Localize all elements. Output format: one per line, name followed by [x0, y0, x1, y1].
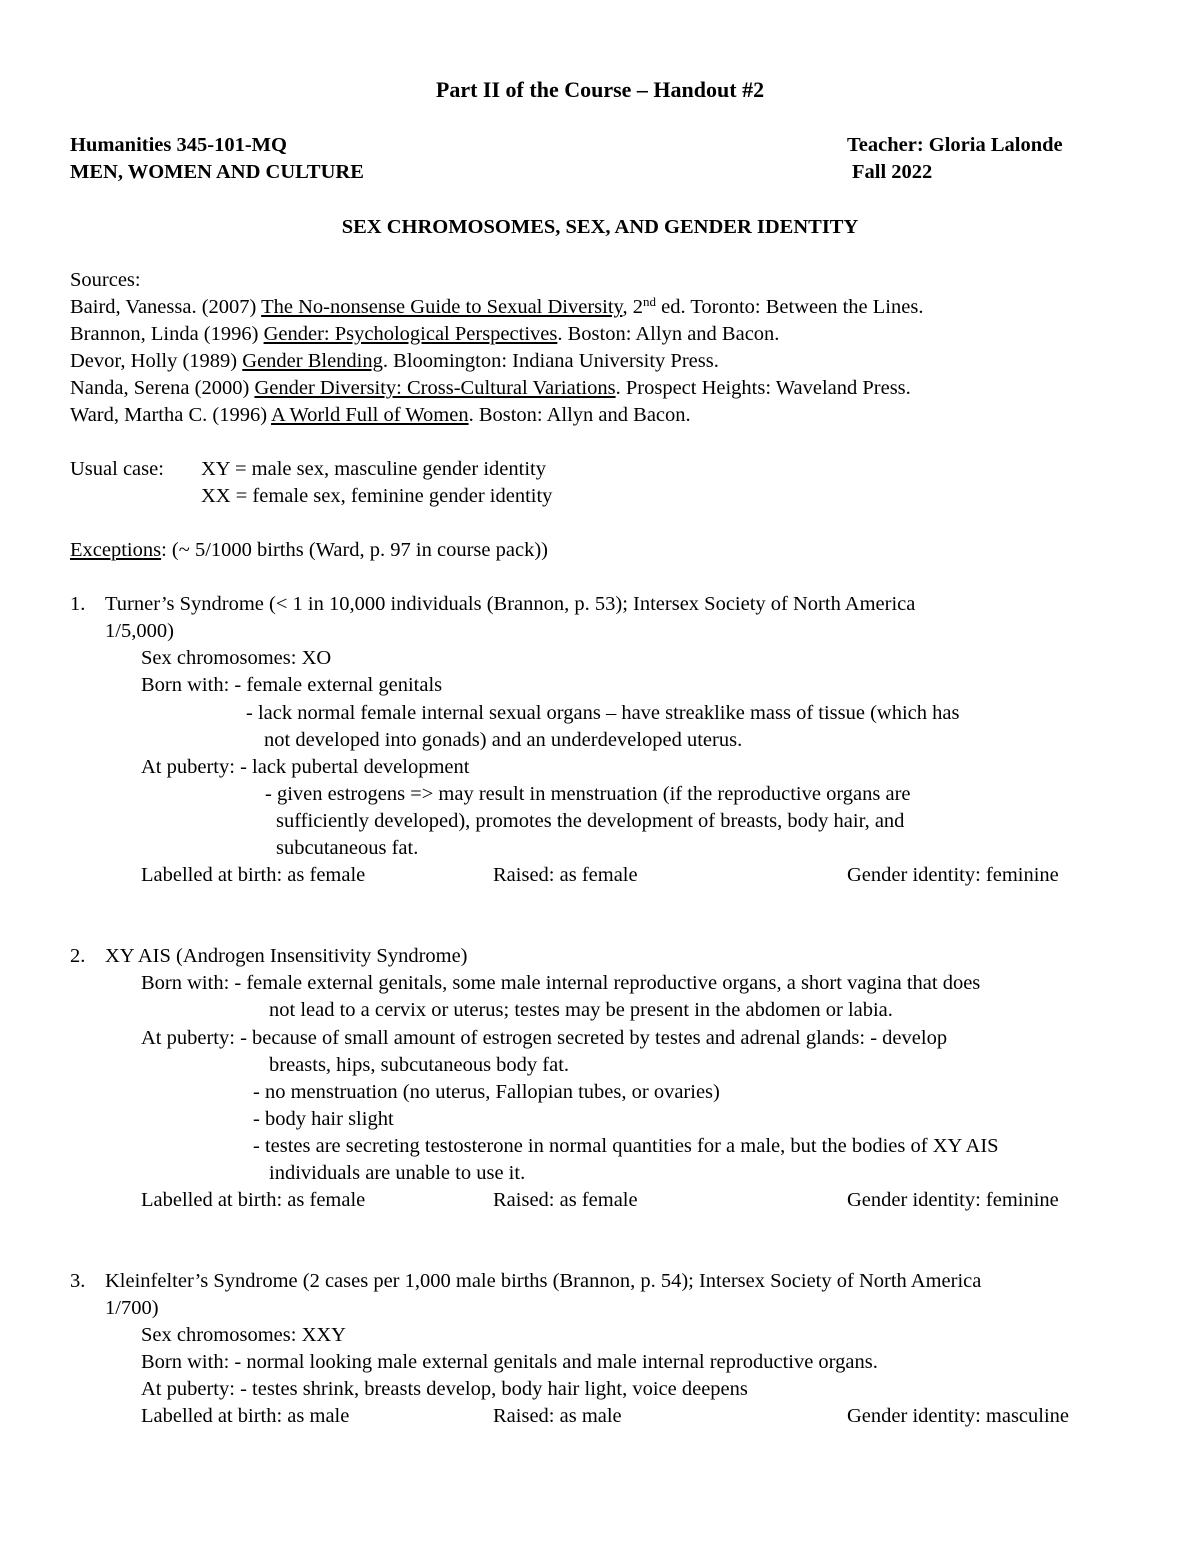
item-title: Turner’s Syndrome (< 1 in 10,000 individuals (Brannon, p. 53); Intersex Society of North America: [105, 593, 916, 615]
gender-identity: Gender identity: feminine: [847, 864, 1059, 886]
item-number: 3.: [70, 1270, 86, 1292]
born-with-detail: - lack normal female internal sexual organs – have streaklike mass of tissue (which has: [246, 702, 960, 724]
document-title: SEX CHROMOSOMES, SEX, AND GENDER IDENTITY: [341, 216, 859, 238]
born-with-detail: not lead to a cervix or uterus; testes may be present in the abdomen or labia.: [269, 999, 893, 1021]
source-detail: , 2: [622, 296, 643, 318]
source-author: Brannon, Linda (1996): [70, 323, 264, 345]
source-title: Gender Diversity: Cross-Cultural Variations: [254, 377, 616, 399]
source-author: Devor, Holly (1989): [70, 350, 243, 372]
labelled-at-birth: Labelled at birth: as female: [141, 1189, 366, 1211]
born-with-detail: not developed into gonads) and an underdeveloped uterus.: [264, 729, 743, 751]
puberty-detail: individuals are unable to use it.: [269, 1162, 526, 1184]
item-title: Kleinfelter’s Syndrome (2 cases per 1,000 male births (Brannon, p. 54); Intersex Society of North America: [105, 1270, 982, 1292]
source-entry: [70, 324, 779, 345]
raised-as: Raised: as female: [493, 1189, 638, 1211]
usual-case-label: Usual case:: [70, 458, 164, 480]
labelled-at-birth: Labelled at birth: as male: [141, 1405, 350, 1427]
term: Fall 2022: [852, 161, 933, 183]
puberty-detail: - no menstruation (no uterus, Fallopian tubes, or ovaries): [253, 1081, 720, 1103]
source-detail: . Bloomington: Indiana University Press.: [382, 350, 719, 372]
exceptions-text: : (~ 5/1000 births (Ward, p. 97 in course pack)): [161, 539, 548, 561]
item-title: XY AIS (Androgen Insensitivity Syndrome): [105, 945, 468, 967]
source-entry: [70, 378, 911, 399]
usual-case-xy: XY = male sex, masculine gender identity: [201, 458, 546, 480]
source-entry: [70, 351, 719, 372]
part-title: Part II of the Course – Handout #2: [435, 77, 765, 102]
item-number: 2.: [70, 945, 86, 967]
source-author: Baird, Vanessa. (2007): [70, 296, 262, 318]
source-superscript: nd: [642, 294, 656, 309]
item-title-continued: 1/700): [105, 1297, 159, 1319]
puberty-detail: - testes are secreting testosterone in normal quantities for a male, but the bodies of XY AIS: [253, 1135, 999, 1157]
raised-as: Raised: as female: [493, 864, 638, 886]
source-detail: ed. Toronto: Between the Lines.: [655, 296, 924, 318]
born-with: Born with: - female external genitals: [141, 674, 443, 696]
source-entry: [70, 405, 691, 426]
puberty-detail: breasts, hips, subcutaneous body fat.: [269, 1054, 570, 1076]
exceptions-label: Exceptions: [70, 539, 162, 561]
puberty-detail: - given estrogens => may result in menstruation (if the reproductive organs are: [265, 783, 911, 805]
at-puberty: At puberty: - testes shrink, breasts develop, body hair light, voice deepens: [141, 1378, 748, 1400]
item-title-continued: 1/5,000): [105, 620, 174, 642]
source-title: Gender: Psychological Perspectives: [263, 323, 558, 345]
source-title: The No-nonsense Guide to Sexual Diversity: [261, 296, 623, 318]
puberty-detail: subcutaneous fat.: [276, 837, 419, 859]
raised-as: Raised: as male: [493, 1405, 622, 1427]
at-puberty: At puberty: - lack pubertal development: [141, 756, 470, 778]
source-detail: . Prospect Heights: Waveland Press.: [615, 377, 911, 399]
labelled-at-birth: Labelled at birth: as female: [141, 864, 366, 886]
born-with: Born with: - female external genitals, some male internal reproductive organs, a short vagina that does: [141, 972, 981, 994]
gender-identity: Gender identity: masculine: [847, 1405, 1070, 1427]
course-name: MEN, WOMEN AND CULTURE: [70, 161, 364, 183]
gender-identity: Gender identity: feminine: [847, 1189, 1059, 1211]
item-number: 1.: [70, 593, 86, 615]
exceptions-line: [70, 540, 548, 561]
puberty-detail: - body hair slight: [253, 1108, 394, 1130]
sex-chromosomes: Sex chromosomes: XXY: [141, 1324, 346, 1346]
born-with: Born with: - normal looking male external genitals and male internal reproductive organs.: [141, 1351, 878, 1373]
source-detail: . Boston: Allyn and Bacon.: [468, 404, 691, 426]
source-title: Gender Blending: [242, 350, 383, 372]
usual-case-xx: XX = female sex, feminine gender identity: [201, 485, 553, 507]
source-author: Ward, Martha C. (1996): [70, 404, 272, 426]
sources-label: Sources:: [70, 269, 141, 291]
source-author: Nanda, Serena (2000): [70, 377, 255, 399]
teacher-name: Teacher: Gloria Lalonde: [847, 134, 1063, 156]
course-code: Humanities 345-101-MQ: [70, 134, 287, 156]
sex-chromosomes: Sex chromosomes: XO: [141, 647, 332, 669]
puberty-detail: sufficiently developed), promotes the development of breasts, body hair, and: [276, 810, 905, 832]
source-entry: [70, 294, 924, 318]
source-detail: . Boston: Allyn and Bacon.: [557, 323, 780, 345]
source-title: A World Full of Women: [271, 404, 469, 426]
at-puberty: At puberty: - because of small amount of estrogen secreted by testes and adrenal glands: - develop: [141, 1027, 948, 1049]
